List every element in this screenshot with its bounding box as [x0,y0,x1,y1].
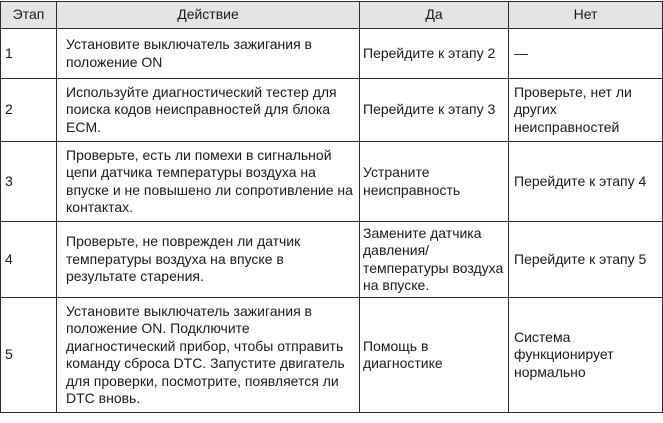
step-yes-result: Помощь в диагностике [360,298,509,413]
table-row [1,79,663,142]
table-body [1,29,663,413]
step-yes-result: Перейдите к этапу 2 [360,29,509,79]
step-yes-result: Замените датчика давления/температуры воздуха на впуске. [360,222,509,298]
step-action: Установите выключатель зажигания в положение ON [57,29,360,79]
step-no-result: — [509,29,663,79]
header-row [1,2,663,29]
step-number: 3 [1,142,57,222]
step-no-result: Перейдите к этапу 4 [509,142,663,222]
diagnostic-steps-table [0,1,663,413]
header-step: Этап [1,2,57,29]
step-no-result: Перейдите к этапу 5 [509,222,663,298]
step-no-result: Система функционирует нормально [509,298,663,413]
table-row [1,29,663,79]
header-action: Действие [57,2,360,29]
step-number: 5 [1,298,57,413]
step-action: Проверьте, не поврежден ли датчик температуры воздуха на впуске в результате старения. [57,222,360,298]
step-number: 2 [1,79,57,142]
header-no: Нет [509,2,663,29]
table-header [1,2,663,29]
step-number: 4 [1,222,57,298]
table-row [1,222,663,298]
step-number: 1 [1,29,57,79]
header-yes: Да [360,2,509,29]
step-yes-result: Устраните неисправность [360,142,509,222]
table-row [1,298,663,413]
step-action: Используйте диагностический тестер для поиска кодов неисправностей для блока ECM. [57,79,360,142]
step-no-result: Проверьте, нет ли других неисправностей [509,79,663,142]
step-yes-result: Перейдите к этапу 3 [360,79,509,142]
step-action: Проверьте, есть ли помехи в сигнальной цепи датчика температуры воздуха на впуске и не повышено ли сопротивление на контактах. [57,142,360,222]
table-row [1,142,663,222]
step-action: Установите выключатель зажигания в положение ON. Подключите диагностический прибор, чтобы отправить команду сброса DTC. Запустите двигатель для проверки, посмотрите, появляется ли DTC вновь. [57,298,360,413]
